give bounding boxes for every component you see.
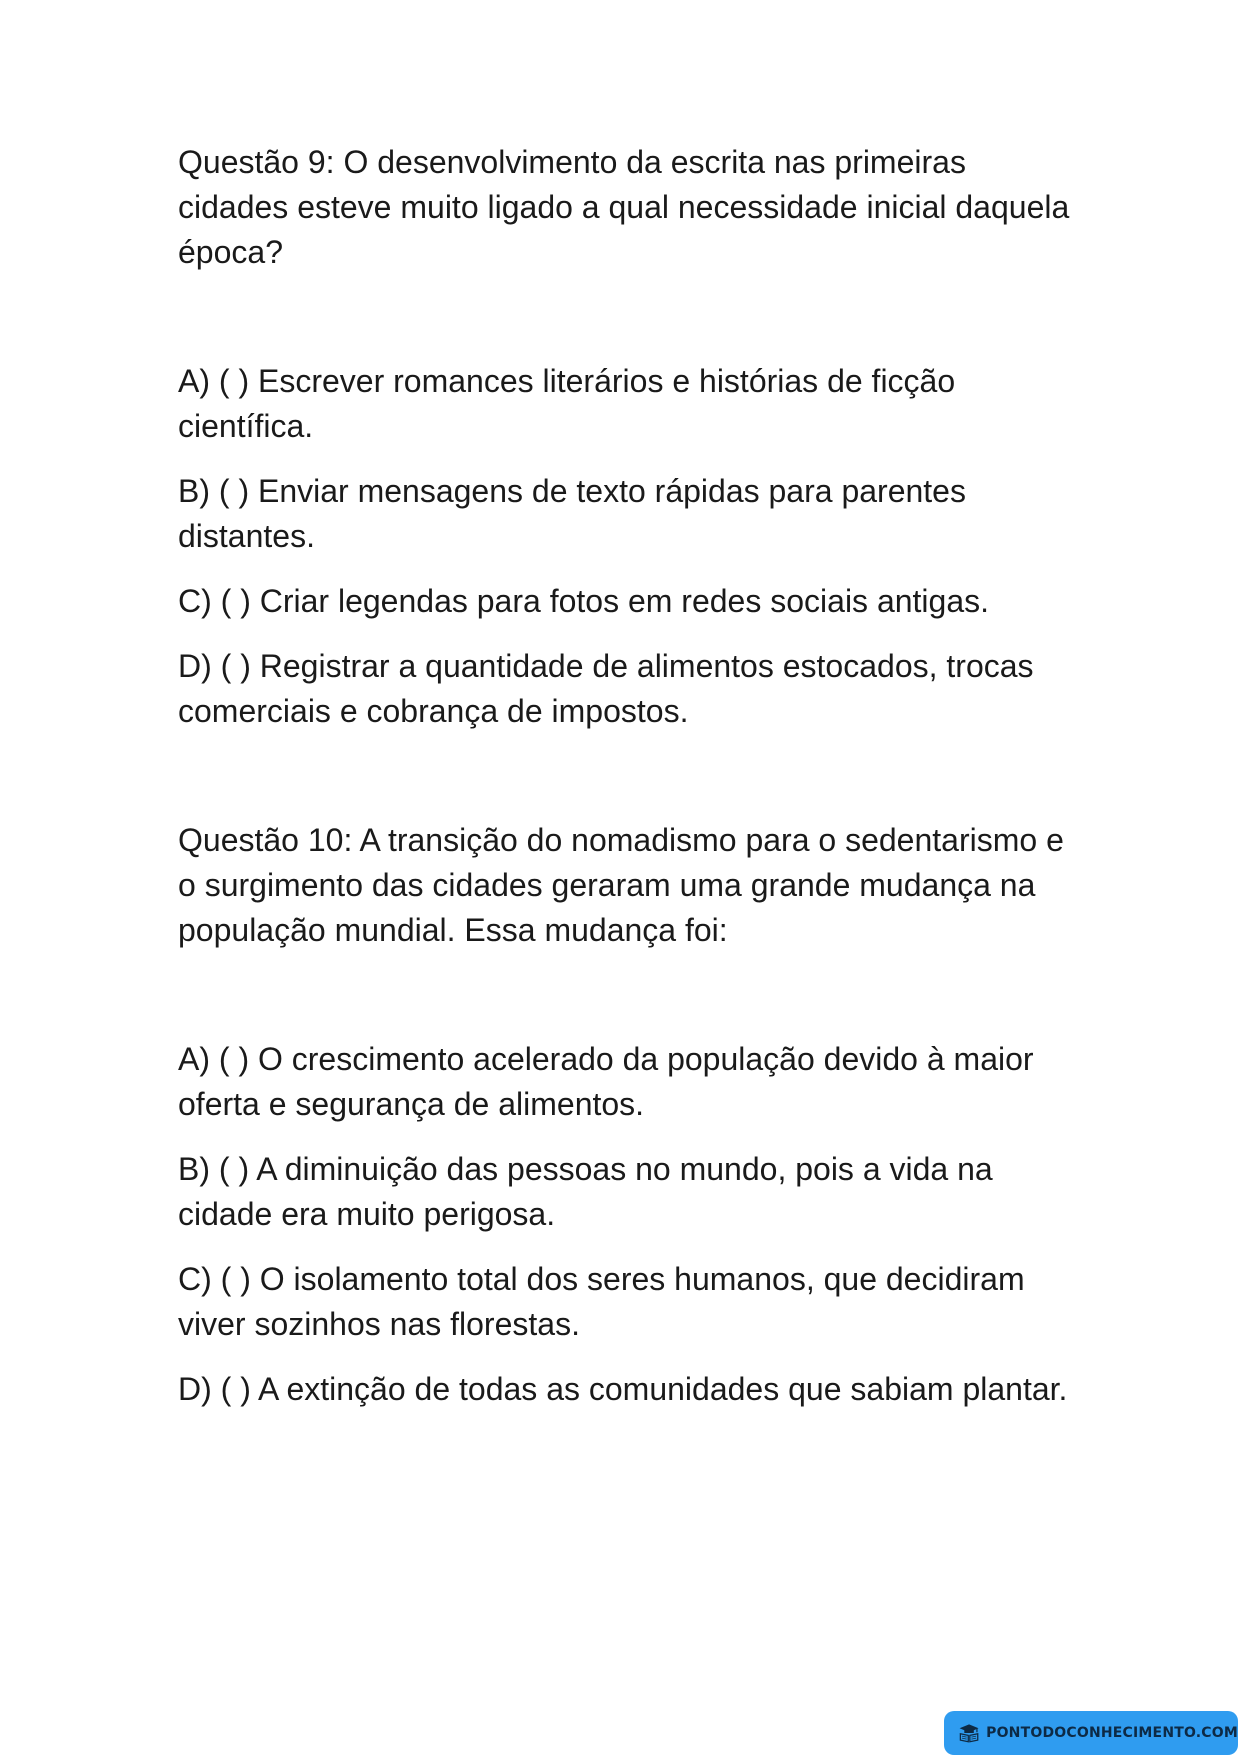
option-list	[178, 359, 1078, 734]
question-text: Questão 10: A transição do nomadismo para o sedentarismo e o surgimento das cidades geraram uma grande mudança na população mundial. Essa mudança foi:	[178, 822, 1064, 948]
option-d: D) ( ) A extinção de todas as comunidades que sabiam plantar.	[178, 1371, 1068, 1407]
site-watermark-badge[interactable]	[944, 1711, 1238, 1755]
option-c: C) ( ) Criar legendas para fotos em redes sociais antigas.	[178, 583, 990, 619]
option-a: A) ( ) Escrever romances literários e histórias de ficção científica.	[178, 363, 956, 444]
question-text: Questão 9: O desenvolvimento da escrita nas primeiras cidades esteve muito ligado a qual necessidade inicial daquela época?	[178, 144, 1070, 270]
question-10	[178, 818, 1078, 1412]
question-9	[178, 140, 1078, 734]
option-a: A) ( ) O crescimento acelerado da população devido à maior oferta e segurança de alimentos.	[178, 1041, 1034, 1122]
option-list	[178, 1037, 1078, 1412]
document-page	[178, 140, 1078, 1432]
site-name: PONTODOCONHECIMENTO.COM	[986, 1725, 1238, 1741]
graduation-book-icon	[958, 1720, 980, 1746]
option-d: D) ( ) Registrar a quantidade de alimentos estocados, trocas comerciais e cobrança de impostos.	[178, 648, 1034, 729]
option-b: B) ( ) A diminuição das pessoas no mundo, pois a vida na cidade era muito perigosa.	[178, 1151, 993, 1232]
option-b: B) ( ) Enviar mensagens de texto rápidas para parentes distantes.	[178, 473, 966, 554]
option-c: C) ( ) O isolamento total dos seres humanos, que decidiram viver sozinhos nas florestas.	[178, 1261, 1025, 1342]
